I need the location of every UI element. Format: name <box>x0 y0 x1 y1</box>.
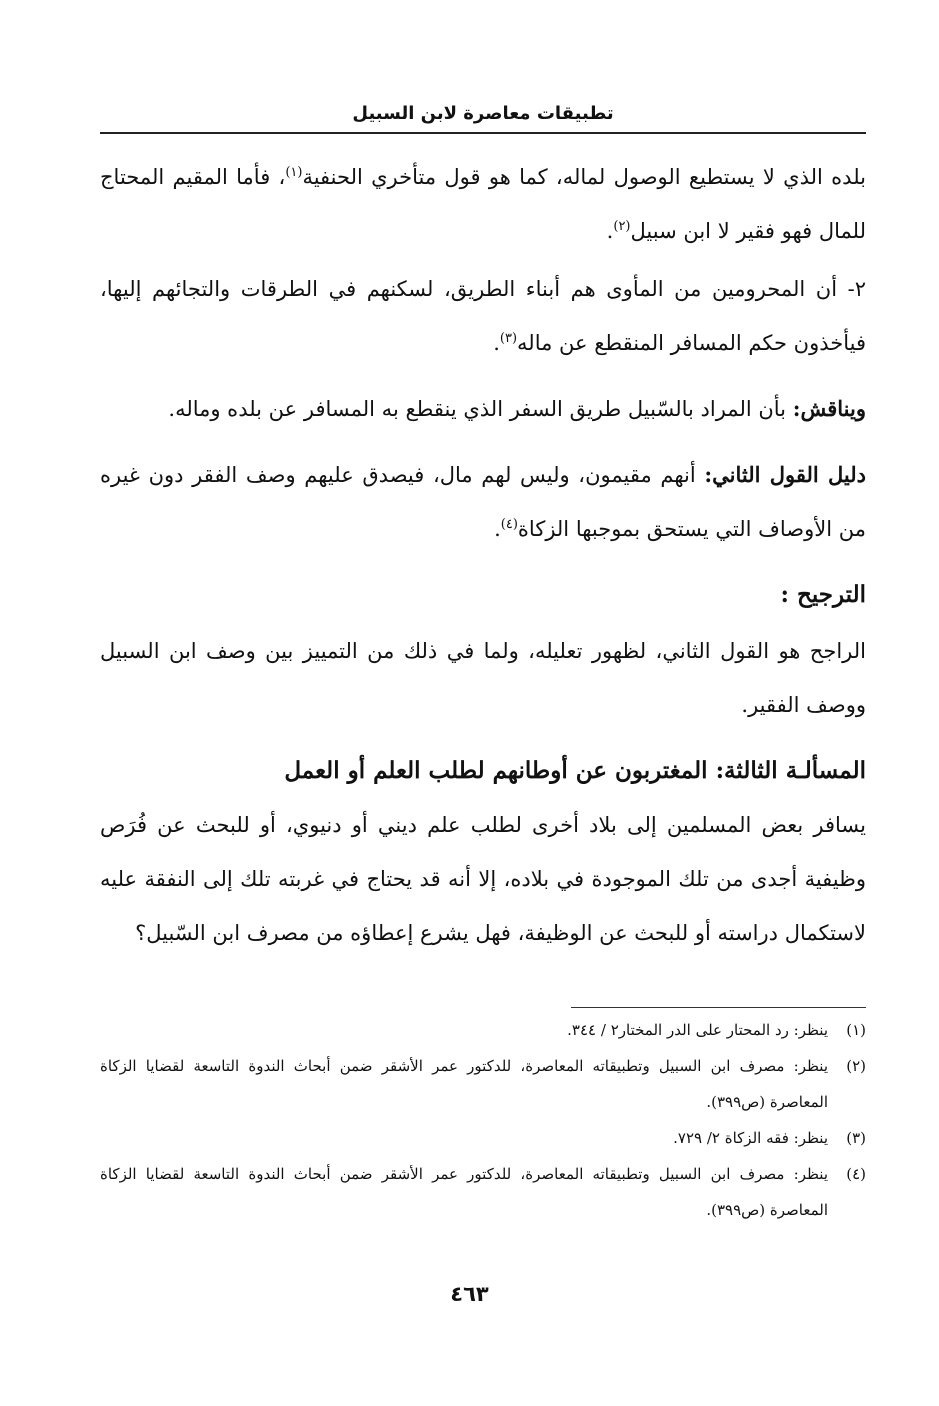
footnote-ref-2[interactable]: (٢) <box>613 219 631 234</box>
footnote-ref-3[interactable]: (٣) <box>499 331 518 346</box>
footnote-text: ينظر: مصرف ابن السبيل وتطبيقاته المعاصرة، للدكتور عمر الأشقر ضمن أبحاث الندوة التاسعة لقضايا الزكاة المعاصرة (ص٣٩٩). <box>100 1165 828 1219</box>
paragraph-5 <box>100 624 866 732</box>
footnote-4 <box>100 1156 866 1228</box>
footnote-rule <box>571 1007 866 1008</box>
paragraph-1-end: . <box>606 219 614 243</box>
section-title: المسألـة الثالثة: المغتربون عن أوطانهم لطلب العلم أو العمل <box>284 757 866 784</box>
footnote-text: ينظر: رد المحتار على الدر المختار٢ / ٣٤٤. <box>567 1021 828 1039</box>
main-text <box>100 150 866 972</box>
paragraph-3-label: ويناقش: <box>792 396 866 421</box>
footnote-number: (١) <box>846 1021 866 1039</box>
paragraph-2-end: . <box>493 331 500 355</box>
paragraph-5-text: الراجح هو القول الثاني، لظهور تعليله، ولما في ذلك من التمييز بين وصف ابن السبيل ووصف الفقير. <box>100 639 866 717</box>
paragraph-4 <box>100 448 866 556</box>
paragraph-2 <box>100 262 866 370</box>
paragraph-3 <box>100 382 866 436</box>
footnote-text: ينظر: مصرف ابن السبيل وتطبيقاته المعاصرة، للدكتور عمر الأشقر ضمن أبحاث الندوة التاسعة لقضايا الزكاة المعاصرة (ص٣٩٩). <box>100 1057 828 1111</box>
footnote-number: (٢) <box>846 1057 866 1075</box>
footnote-ref-1[interactable]: (١) <box>285 165 303 180</box>
paragraph-4-text: أنهم مقيمون، وليس لهم مال، فيصدق عليهم وصف الفقر دون غيره من الأوصاف التي يستحق بموجبها الزكاة <box>100 463 866 541</box>
header-rule <box>100 132 866 134</box>
paragraph-3-text: بأن المراد بالسّبيل طريق السفر الذي ينقطع به المسافر عن بلده وماله. <box>168 397 793 421</box>
footnote-text: ينظر: فقه الزكاة ٢/ ٧٢٩. <box>673 1129 828 1147</box>
paragraph-4-end: . <box>494 517 501 541</box>
paragraph-1-text: بلده الذي لا يستطيع الوصول لماله، كما هو قول متأخري الحنفية <box>302 165 866 189</box>
footnote-3 <box>100 1120 866 1156</box>
paragraph-1 <box>100 150 866 258</box>
footnotes <box>100 1012 866 1228</box>
paragraph-6-text: يسافر بعض المسلمين إلى بلاد أخرى لطلب علم ديني أو دنيوي، أو للبحث عن فُرَص وظيفية أجدى من تلك الموجودة في بلاده، إلا أنه قد يحتاج في غربته تلك إلى النفقة عليه لاستكمال دراسته أو للبحث عن الوظيفة، فهل يشرع إعطاؤه من مصرف ابن السّبيل؟ <box>100 813 866 945</box>
footnote-1 <box>100 1012 866 1048</box>
paragraph-2-text: ٢- أن المحرومين من المأوى هم أبناء الطريق، لسكنهم في الطرقات والتجائهم إليها، فيأخذون حكم المسافر المنقطع عن ماله <box>100 277 866 355</box>
paragraph-6 <box>100 798 866 960</box>
footnote-ref-4[interactable]: (٤) <box>500 517 518 532</box>
tarjih-heading: الترجيح : <box>780 581 866 608</box>
footnote-2 <box>100 1048 866 1120</box>
footnote-number: (٤) <box>846 1165 866 1183</box>
page-number: ٤٦٣ <box>450 1282 489 1306</box>
running-header: تطبيقات معاصرة لابن السبيل <box>352 103 614 124</box>
footnote-number: (٣) <box>846 1129 866 1147</box>
paragraph-4-label: دليل القول الثاني: <box>704 462 866 487</box>
paragraph-1-text-2: ، فأما المقيم المحتاج للمال فهو فقير لا ابن سبيل <box>100 165 866 243</box>
